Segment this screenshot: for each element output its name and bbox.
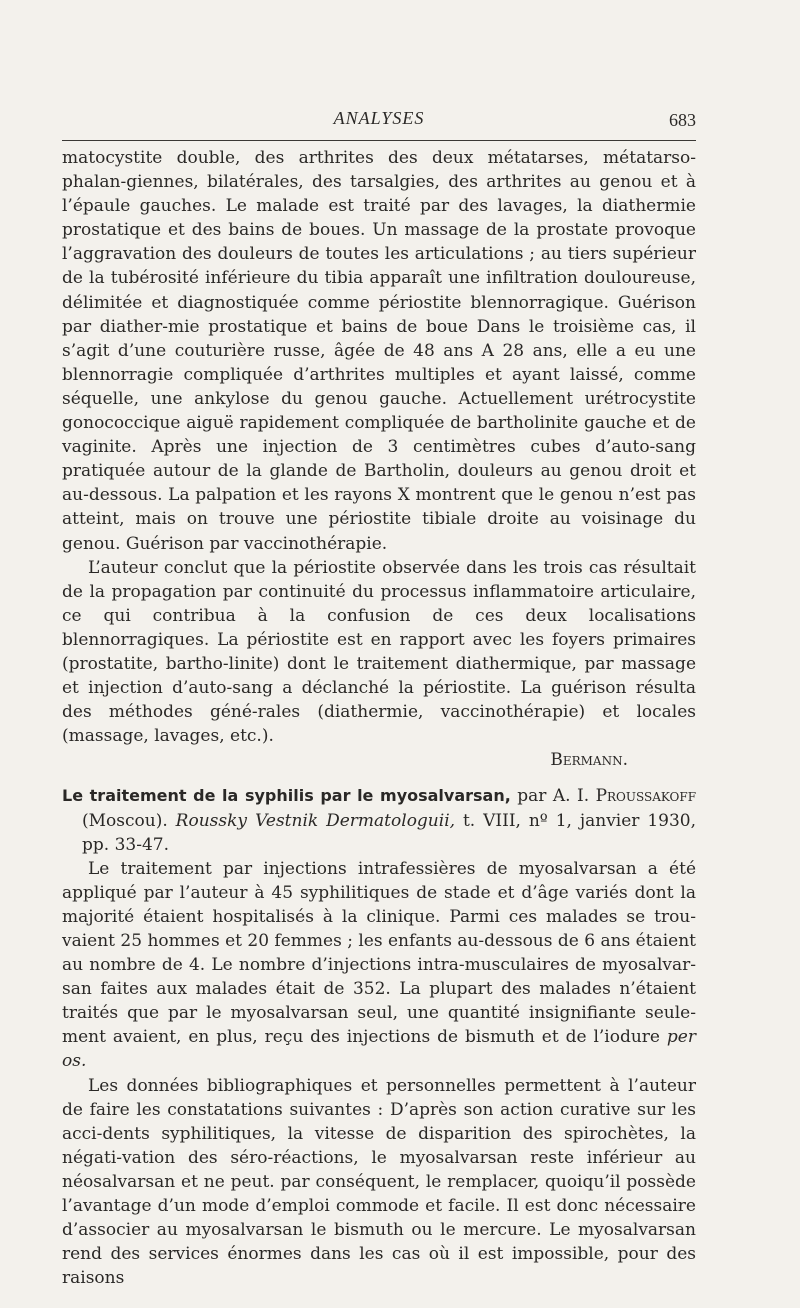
journal-name: Rousskу Vestnik Dermatologuii, <box>175 810 456 831</box>
author-name: A. I. Proussakoff <box>552 786 697 807</box>
article1-paragraph-1: matocystite double, des arthrites des deux métatarses, métatarso-phalan-giennes, bilatérales, des tarsalgies, des arthrites au genou et à l’épaule gauches. Le malade est traité par des lavages, la diathermie prostatique et des bains de boues. Un massage de la prostate provoque l’aggravation des douleurs de toutes les articulations ; au tiers supérieur de la tubérosité inférieure du tibia apparaît une infiltration douloureuse, délimitée et diagnostiquée comme périostite blennorragique. Guérison par diather-mie prostatique et bains de boue Dans le troisième cas, il s’agit d’une couturière russe, âgée de 48 ans A 28 ans, elle a eu une blennorragie compliquée d’arthrites multiples et ayant laissé, comme séquelle, une ankylose du genou gauche. Actuellement urétrocystite gonococcique aiguë rapidement compliquée de bartholinite gauche et de vaginite. Après une injection de 3 centimètres cubes d’auto-sang pratiquée autour de la glande de Bartholin, douleurs au genou droit et au-dessous. La palpation et les rayons X montrent que le genou n’est pas atteint, mais on trouve une périostite tibiale droite au voisinage du genou. Guérison par vaccinothérapie. <box>62 148 696 554</box>
article2-paragraph-1-text: Le traitement par injections intrafessières de myosalvarsan a été appliqué par l’auteur à 45 syphilitiques de stade et d’âge variés dont la majorité étaient hospitalisés à la clinique. Parmi ces malades se trou-vaient 25 hommes et 20 femmes ; les enfants au-dessous de 6 ans étaient au nombre de 4. Le nombre d’injections intra-musculaires de myosalvar-san faites aux malades était de 352. La plupart des malades n’étaient traités que par le myosalvarsan seul, une quantité insignifiante seule-ment avaient, en plus, reçu des injections de bismuth et de l’iodure <box>62 858 696 1048</box>
running-title: ANALYSES <box>333 108 425 128</box>
page-content <box>62 146 696 1290</box>
italic-per-os: per os. <box>62 1027 696 1072</box>
author-location: (Moscou). <box>82 810 168 831</box>
header-rule <box>62 140 696 141</box>
article1-paragraph-2: L’auteur conclut que la périostite observée dans les trois cas résultait de la propagation par continuité du processus inflammatoire articulaire, ce qui contribua à la confusion de ces deux localisations blennorragiques. La périostite est en rapport avec les foyers primaires (prostatite, bartho-linite) dont le traitement diathermique, par massage et injection d’auto-sang a déclanché la périostite. La guérison résulta des méthodes géné-rales (diathermie, vaccinothérapie) et locales (massage, lavages, etc.). <box>62 557 696 747</box>
by-word: par <box>517 786 547 807</box>
article-title: Le traitement de la syphilis par le myosalvarsan, <box>62 786 511 806</box>
signature: Bermann. <box>550 750 628 771</box>
page-header <box>62 103 696 133</box>
article2-paragraph-2: Les données bibliographiques et personnelles permettent à l’auteur de faire les constatations suivantes : D’après son action curative sur les acci-dents syphilitiques, la vitesse de disparition des spirochètes, la négati-vation des séro-réactions, le myosalvarsan reste inférieur au néosalvarsan et ne peut. par conséquent, le remplacer, quoiqu’il possède l’avantage d’un mode d’emploi commode et facile. Il est donc nécessaire d’associer au myosalvarsan le bismuth ou le mercure. Le myosalvarsan rend des services énormes dans les cas où il est impossible, pour des raisons <box>62 1075 696 1289</box>
article2-heading <box>62 784 696 856</box>
page-number: 683 <box>669 110 696 130</box>
article2-paragraph-1 <box>62 857 696 1074</box>
citation: t. VIII, nº 1, janvier 1930, pp. 33-47. <box>82 810 697 855</box>
